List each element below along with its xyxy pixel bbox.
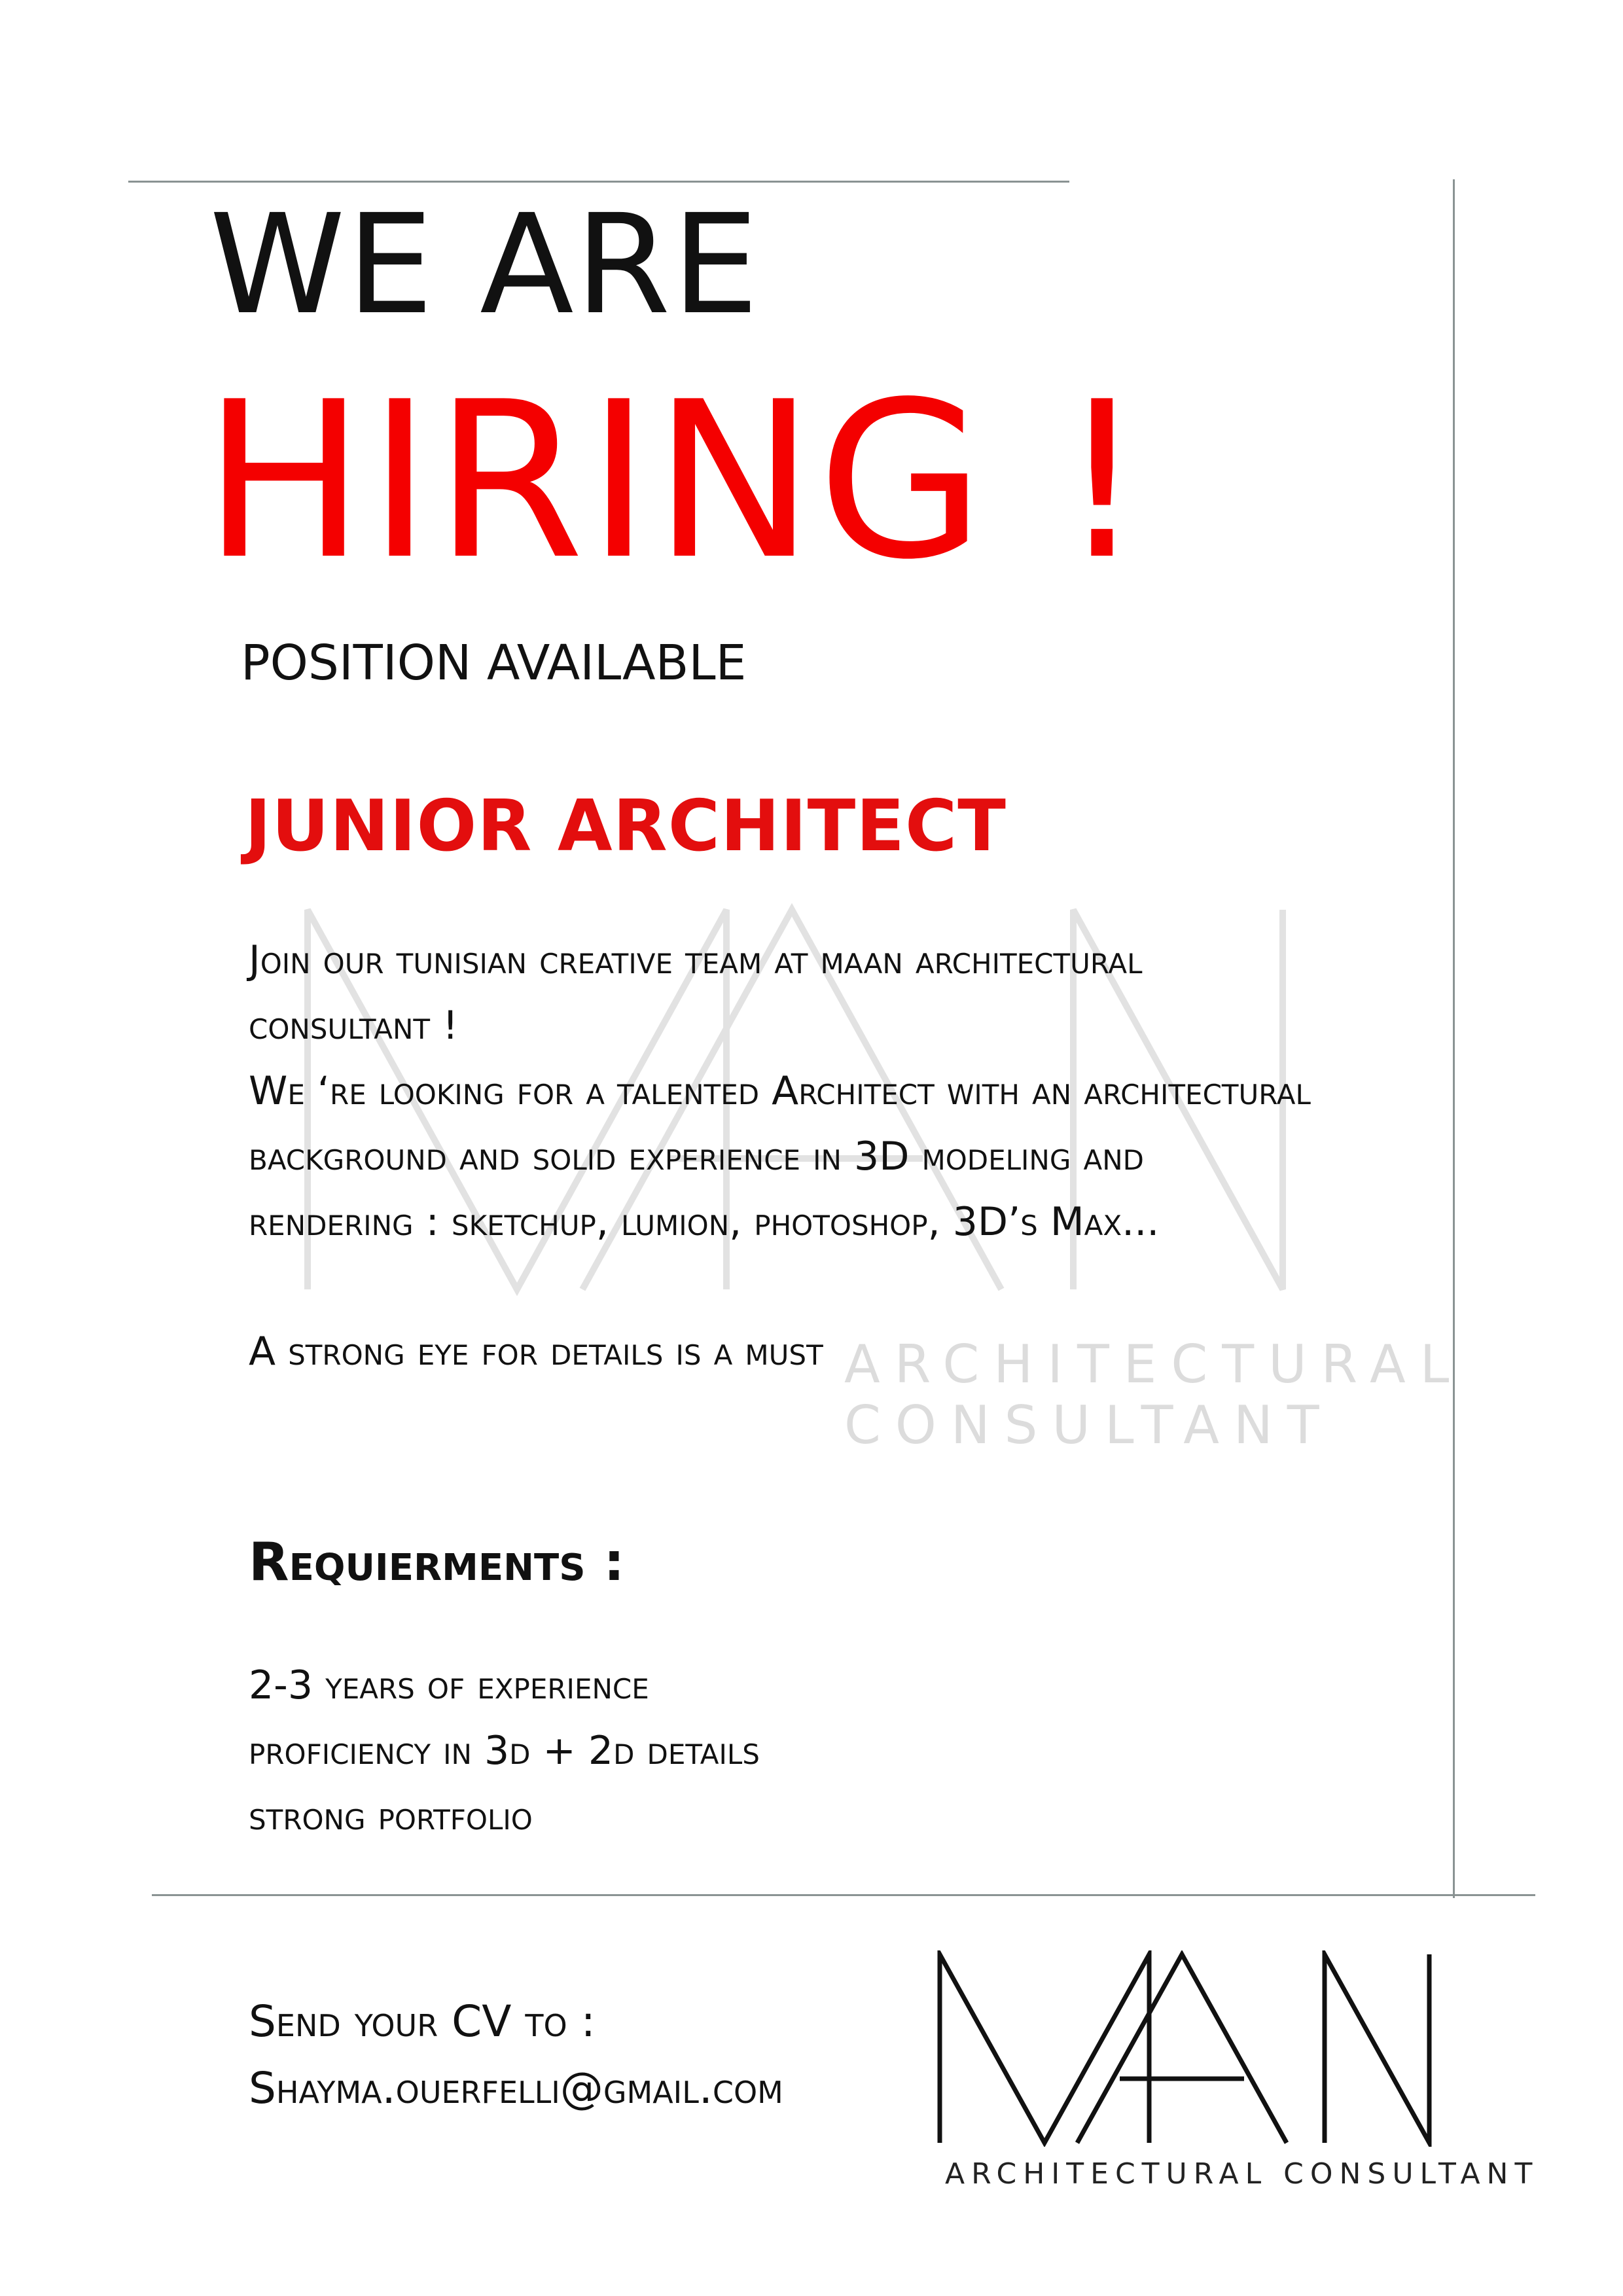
position-label: POSITION AVAILABLE	[241, 635, 747, 691]
watermark-consultant-text: ARCHITECTURAL CONSULTANT	[844, 1334, 1464, 1456]
requirements-title: Requierments :	[249, 1532, 625, 1592]
maan-logo	[936, 1950, 1433, 2147]
bottom-rule	[152, 1894, 1535, 1896]
description-line-2: consultant !	[249, 1003, 459, 1049]
logo-subtitle: ARCHITECTURAL CONSULTANT	[945, 2157, 1539, 2191]
requirement-item-2: proficiency in 3d + 2d details	[249, 1728, 760, 1774]
description-line-5: rendering : sketchup, lumion, photoshop, 3D’s Max...	[249, 1199, 1160, 1245]
contact-label: Send your CV to :	[249, 1996, 596, 2047]
headline-hiring: HIRING !	[203, 355, 1148, 607]
must-note: A strong eye for details is a must	[249, 1329, 823, 1374]
headline-we-are: WE ARE	[209, 185, 760, 345]
description-line-3: We ‘re looking for a talented Architect with an architectural	[249, 1068, 1311, 1114]
description-line-4: background and solid experience in 3D modeling and	[249, 1134, 1144, 1179]
job-title: JUNIOR ARCHITECT	[245, 785, 1007, 867]
top-rule	[128, 181, 1069, 183]
right-rule	[1453, 179, 1455, 1898]
requirement-item-3: strong portfolio	[249, 1793, 533, 1839]
requirement-item-1: 2-3 years of experience	[249, 1662, 649, 1708]
description-line-1: Join our tunisian creative team at maan architectural	[249, 937, 1143, 983]
contact-email[interactable]: Shayma.ouerfelli@gmail.com	[249, 2063, 783, 2113]
